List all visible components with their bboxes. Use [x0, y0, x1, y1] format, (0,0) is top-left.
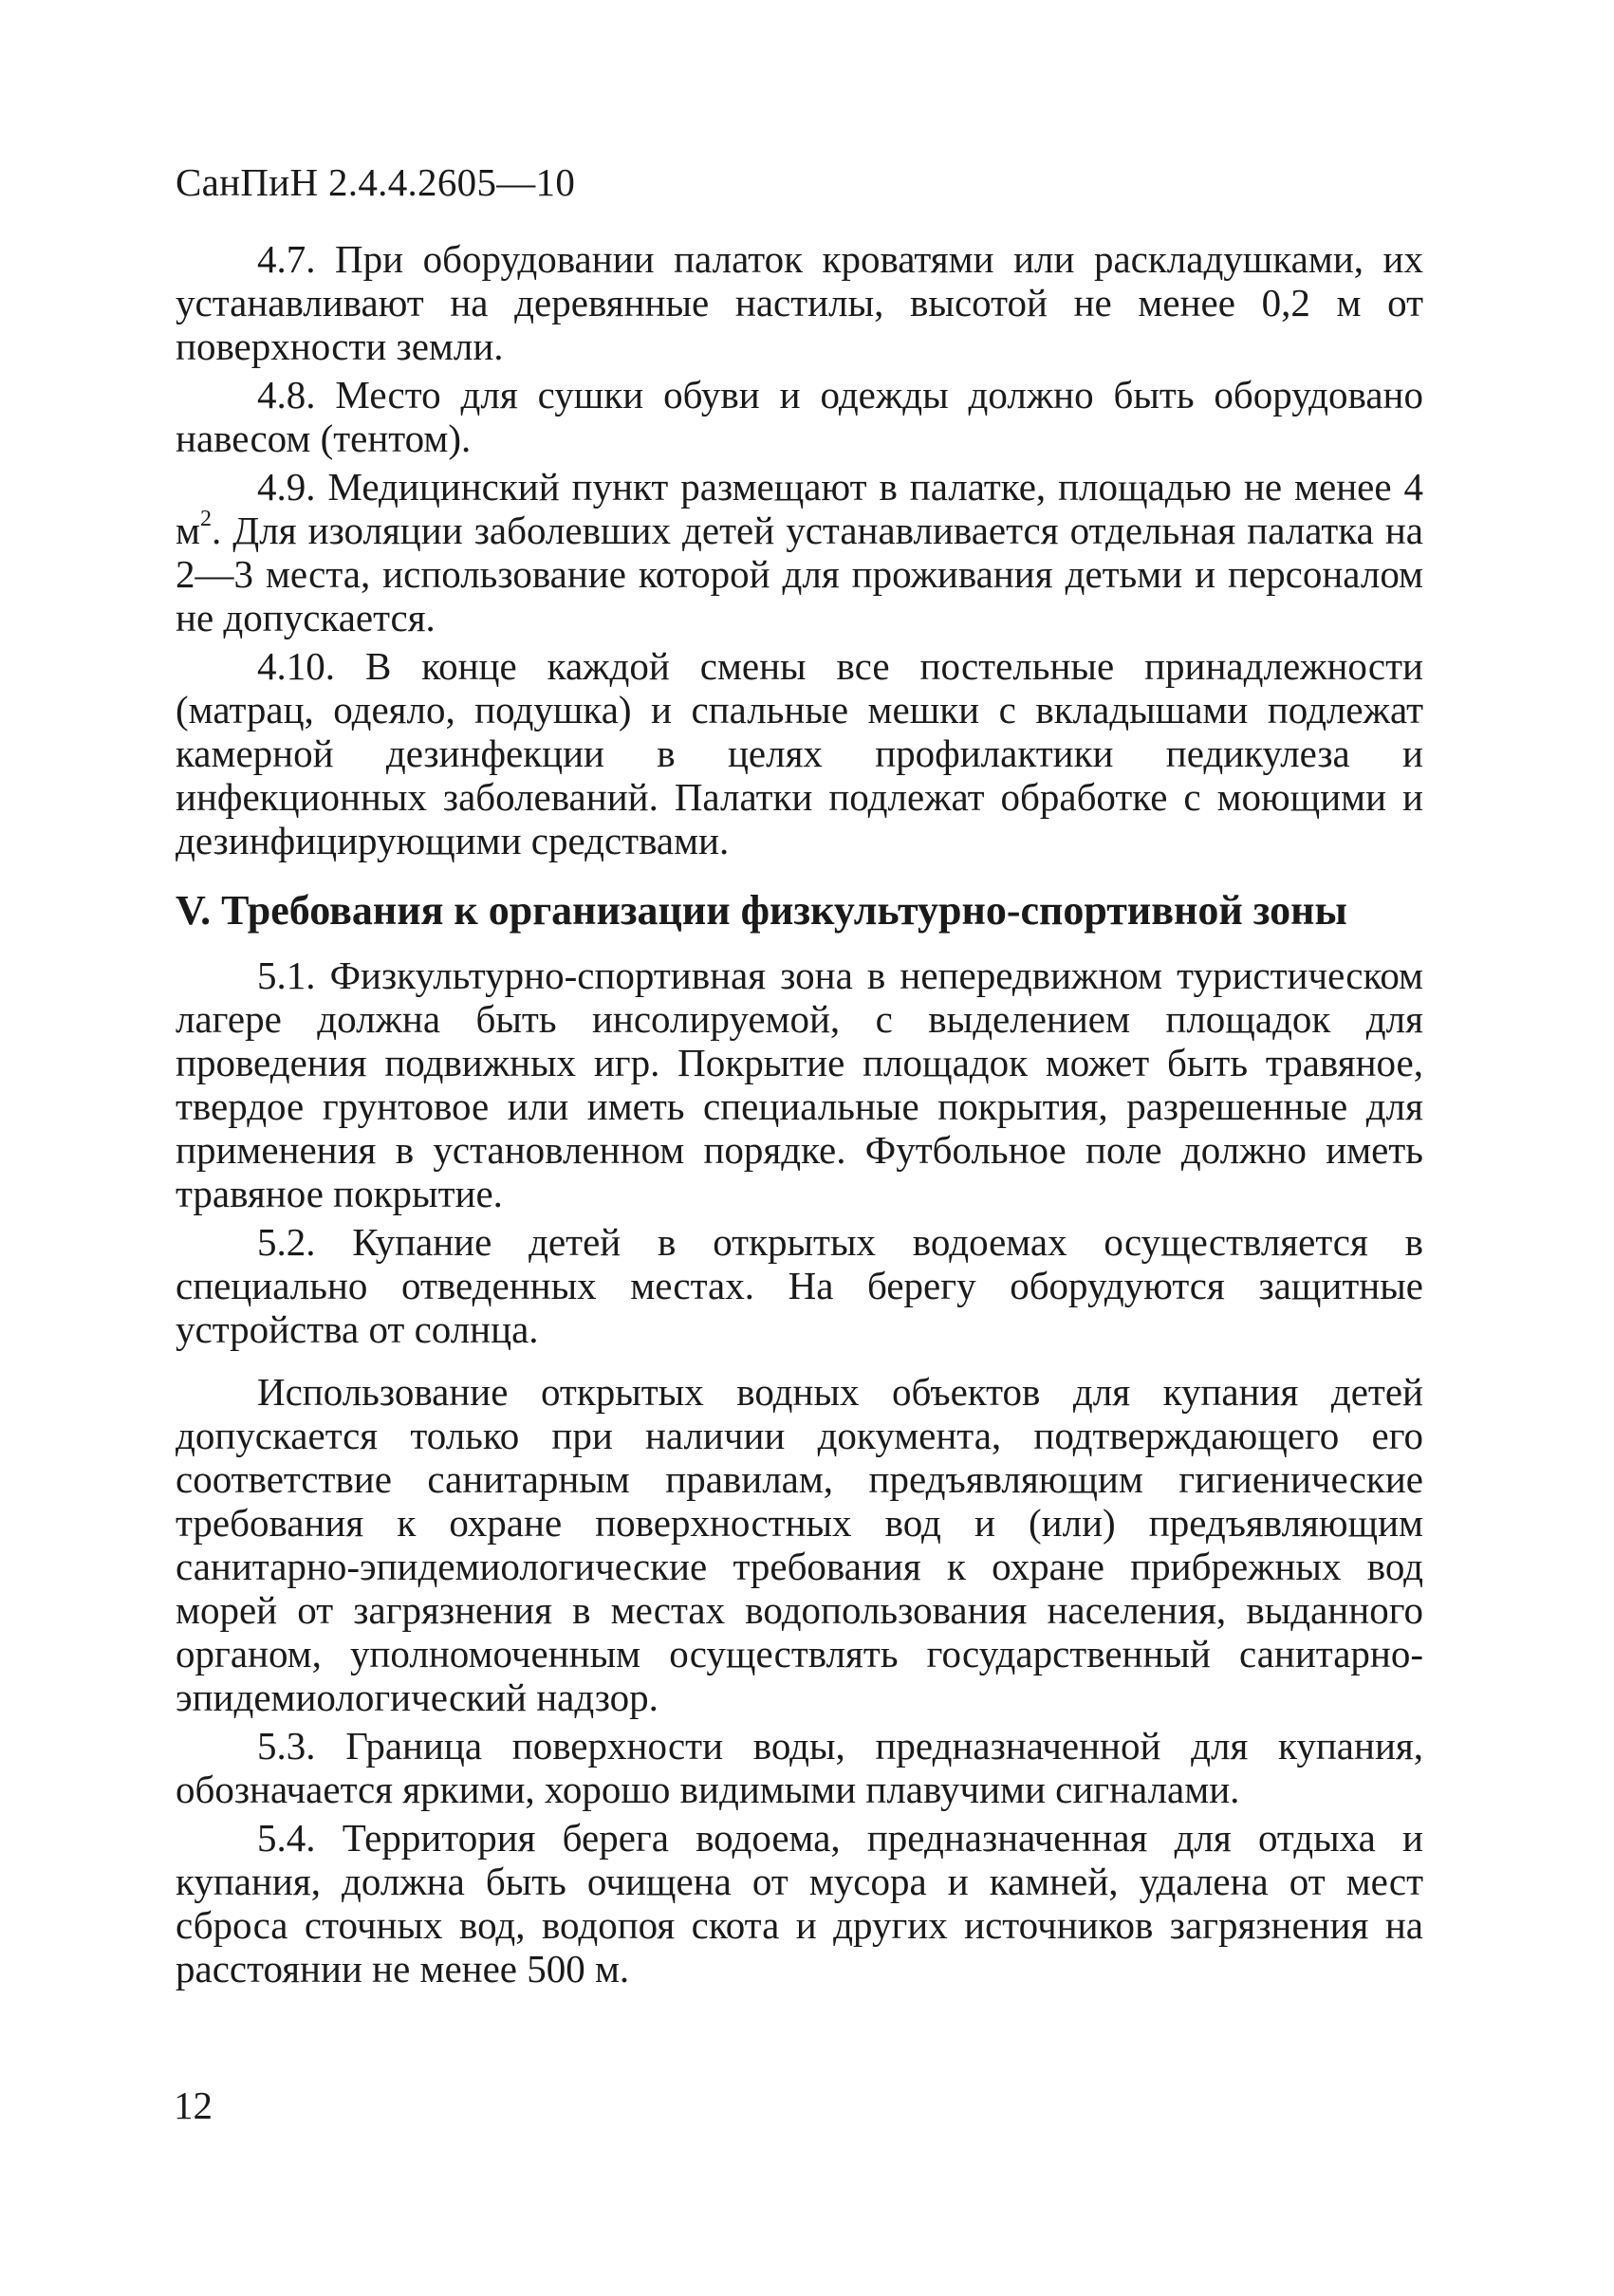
paragraph-4-10: 4.10. В конце каждой смены все постельные принадлежности (матрац, одеяло, подушка) и спальные мешки с вкладышами подлежат камерной дезинфекции в целях профилактики педикулеза и инфекционных заболеваний. Палатки подлежат обработке с моющими и дезинфицирующими средствами. [176, 644, 1423, 862]
paragraph-4-8: 4.8. Место для сушки обуви и одежды должно быть оборудовано навесом (тентом). [176, 373, 1423, 460]
paragraph-4-9-text-end: . Для изоляции заболевших детей устанавливается отдельная палатка на 2—3 места, использование которой для проживания детьми и персоналом не допускается. [176, 509, 1423, 639]
document-code-header: СанПиН 2.4.4.2605—10 [176, 160, 576, 204]
paragraph-4-9-text-start: 4.9. Медицинский пункт размещают в палатке, площадью не менее 4 м [176, 465, 1423, 552]
paragraph-4-7: 4.7. При оборудовании палаток кроватями или раскладушками, их устанавливают на деревянные настилы, высотой не менее 0,2 м от поверхности земли. [176, 237, 1423, 368]
paragraph-5-4: 5.4. Территория берега водоема, предназначенная для отдыха и купания, должна быть очищена от мусора и камней, удалена от мест сброса сточных вод, водопоя скота и других источников загрязнения на расстоянии не менее 500 м. [176, 1816, 1423, 1990]
square-meter-superscript: 2 [199, 507, 212, 532]
page-number: 12 [174, 2083, 213, 2127]
paragraph-5-3: 5.3. Граница поверхности воды, предназначенной для купания, обозначается яркими, хорошо видимыми плавучими сигналами. [176, 1724, 1423, 1811]
paragraph-4-9 [176, 465, 1423, 639]
document-body [176, 237, 1423, 1995]
paragraph-5-2-continuation: Использование открытых водных объектов для купания детей допускается только при наличии документа, подтверждающего его соответствие санитарным правилам, предъявляющим гигиенические требования к охране поверхностных вод и (или) предъявляющим санитарно-эпидемиологические требования к охране прибрежных вод морей от загрязнения в местах водопользования населения, выданного органом, уполномоченным осуществлять государственный санитарно-эпидемиологический надзор. [176, 1370, 1423, 1719]
paragraph-5-2: 5.2. Купание детей в открытых водоемах осуществляется в специально отведенных местах. На берегу оборудуются защитные устройства от солнца. [176, 1220, 1423, 1351]
paragraph-5-1: 5.1. Физкультурно-спортивная зона в непередвижном туристическом лагере должна быть инсолируемой, с выделением площадок для проведения подвижных игр. Покрытие площадок может быть травяное, твердое грунтовое или иметь специальные покрытия, разрешенные для применения в установленном порядке. Футбольное поле должно иметь травяное покрытие. [176, 954, 1423, 1215]
section-heading-v: V. Требования к организации физкультурно-спортивной зоны [176, 887, 1347, 934]
